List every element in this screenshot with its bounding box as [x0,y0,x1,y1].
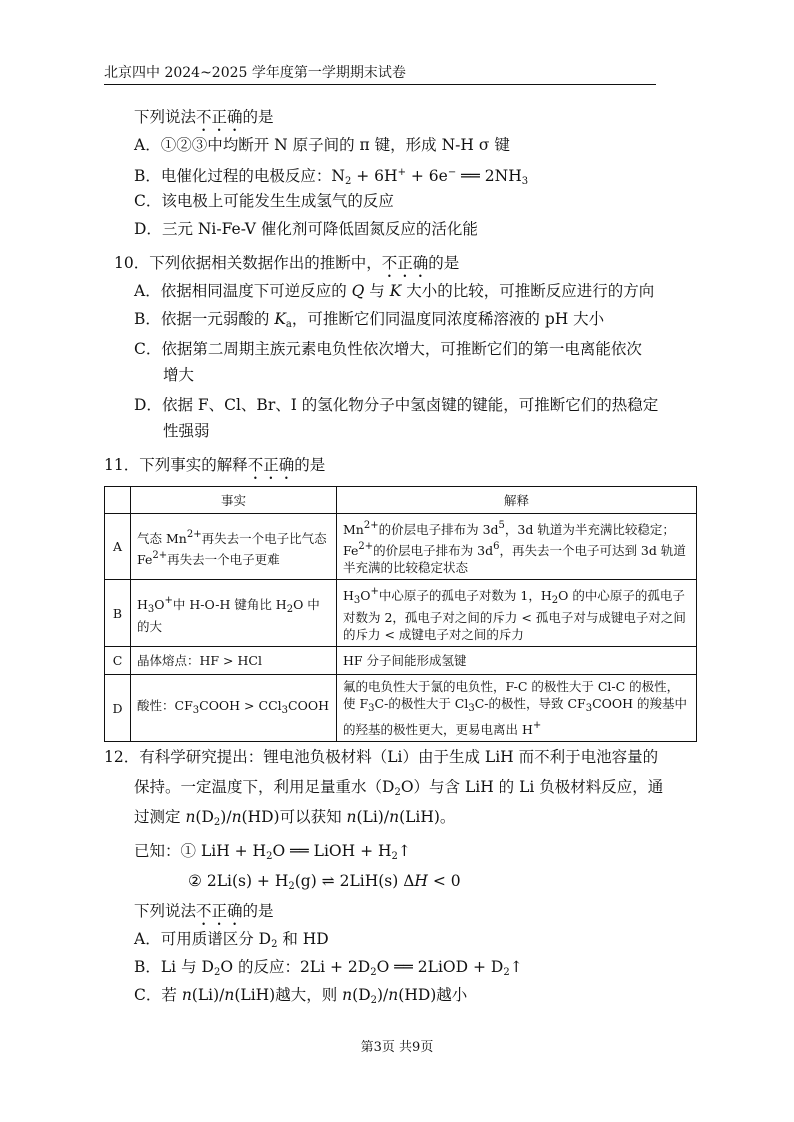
q12-option-c: C．若 n(Li)/n(LiH)越大，则 $n(D_2)/n(HD)$越小 [134,986,468,1006]
page-header: 北京四中 2024~2025 学年度第一学期期末试卷 [104,64,656,85]
q10-option-d-cont: 性强弱 [163,422,210,440]
q10-stem: 10．下列依据相关数据作出的推断中，不正确的是 [114,254,460,272]
header-fact: 事实 [131,487,337,514]
row-index: D [105,675,131,742]
q10-option-c: C．依据第二周期主族元素电负性依次增大，可推断它们的第一电离能依次 [134,340,642,358]
q9-option-d: D．三元 Ni-Fe-V 催化剂可降低固氮反应的活化能 [134,220,478,238]
q12-equation-2: ② $2Li(s) + H_2(g)$ ⇌ 2LiH(s) ΔH < 0 [188,872,461,892]
explanation-cell: $Mn^{2+}$的价层电子排布为 $3d^5$，3d 轨道为半充满比较稳定；$Fe^{2+}$的价层电子排布为 $3d^6$，再失去一个电子可达到 3d 轨道半充满的比较稳定状态 [337,514,697,580]
fact-cell: 酸性：$CF_3COOH$ > CCl$_3$COOH [131,675,337,742]
q9-option-c: C．该电极上可能发生生成氢气的反应 [134,192,394,210]
table-header-row [105,487,697,514]
table-row [105,647,697,675]
facts-table [104,486,697,742]
explanation-cell: $H_3O^+$中心原子的孤电子对数为 1，$H_2O$ 的中心原子的孤电子对数为 2，孤电子对之间的斥力 < 孤电子对与成键电子对之间的斥力 < 成键电子对之间的斥力 [337,580,697,647]
header-explanation: 解释 [337,487,697,514]
row-index: B [105,580,131,647]
header-index [105,487,131,514]
q12-stem-line1: 12．有科学研究提出：锂电池负极材料（Li）由于生成 LiH 而不利于电池容量的 [104,748,659,766]
q9-option-b: B．电催化过程的电极反应：$N_2 + 6H^+ + 6e^-$ ══ $2NH_3$ [134,167,529,187]
q12-stem-line2: 保持。一定温度下，利用足量重水$(D_2O)$与含 LiH 的 Li 负极材料反应，通 [134,778,664,798]
q11-stem: 11．下列事实的解释不正确的是 [104,456,326,474]
explanation-cell: 氟的电负性大于氯的电负性，F-C 的极性大于 Cl-C 的极性，使 $F_3C-$的极性大于 $Cl_3C-$的极性，导致 $CF_3COOH$ 的羧基中的羟基的极性更大，更易电离出 H+ [337,675,697,742]
q12-option-a: A．可用质谱区分 $D_2$ 和 HD [134,930,329,950]
q12-option-b: B．Li 与 $D_2O$ 的反应：$2Li + 2D_2O$ ══ 2LiOD + $D_2↑$ [134,958,523,978]
q12-question: 下列说法不正确的是 [134,902,274,920]
page-footer: 第3页 共9页 [360,1040,434,1055]
q9-stem: 下列说法不正确的是 [134,108,274,126]
table-row [105,514,697,580]
table-row [105,675,697,742]
q10-option-d: D．依据 F、Cl、Br、I 的氢化物分子中氢卤键的键能，可推断它们的热稳定 [134,396,659,414]
fact-cell: 晶体熔点：HF > HCl [131,647,337,675]
explanation-cell: HF 分子间能形成氢键 [337,647,697,675]
row-index: A [105,514,131,580]
row-index: C [105,647,131,675]
q10-option-a: A．依据相同温度下可逆反应的 Q 与 K 大小的比较，可推断反应进行的方向 [134,282,655,300]
q12-equation-1: 已知：① LiH + $H_2O$ ══ LiOH + $H_2↑$ [134,842,411,862]
q12-stem-line3: 过测定 $n(D_2)/n(HD)$可以获知 n(Li)/n(LiH)。 [134,808,456,828]
q10-option-c-cont: 增大 [163,366,195,384]
table-row [105,580,697,647]
fact-cell: $H_3O^+$中 H-O-H 键角比 $H_2O$ 中的大 [131,580,337,647]
fact-cell: 气态 $Mn^{2+}$再失去一个电子比气态 $Fe^{2+}$再失去一个电子更难 [131,514,337,580]
q9-option-a: A．①②③中均断开 N 原子间的 π 键，形成 N-H σ 键 [134,136,510,154]
q10-option-b: B．依据一元弱酸的 $K_a$，可推断它们同温度同浓度稀溶液的 pH 大小 [134,310,605,330]
